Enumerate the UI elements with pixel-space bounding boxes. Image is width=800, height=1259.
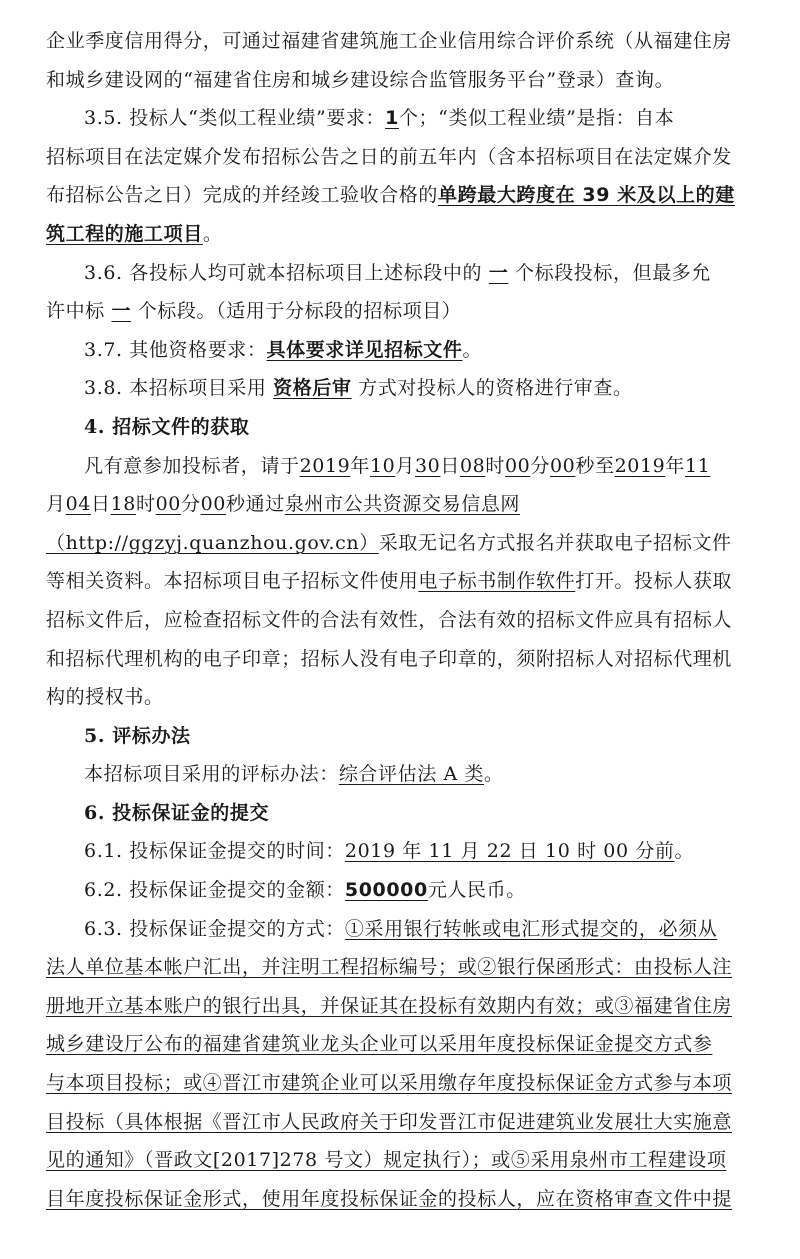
paragraph-line bbox=[46, 292, 754, 331]
unit-text: 年 bbox=[350, 454, 370, 477]
deposit-method-line: 目年度投标保证金形式，使用年度投标保证金的投标人，应在资格审查文件中提 bbox=[46, 1187, 733, 1210]
clause-3-7-line bbox=[46, 331, 754, 370]
start-month: 10 bbox=[369, 454, 396, 477]
paragraph-line bbox=[46, 447, 754, 486]
clause-6-2-label: 6.2. 投标保证金提交的金额： bbox=[84, 879, 345, 902]
section-heading-5: 5. 评标办法 bbox=[84, 724, 191, 747]
clause-6-1-label: 6.1. 投标保证金提交的时间： bbox=[84, 840, 345, 863]
deposit-method-line: 法人单位基本帐户汇出，并注明工程招标编号；或②银行保函形式：由投标人注 bbox=[46, 956, 733, 979]
clause-3-8-label: 3.8. 本招标项目采用 bbox=[84, 377, 267, 400]
deposit-method-text: ①采用银行转帐或电汇形式提交的，必须从 bbox=[344, 917, 718, 940]
clause-text: 打开。投标人获取 bbox=[575, 570, 733, 593]
span-requirement: 单跨最大跨度在 39 米及以上的建 bbox=[438, 184, 735, 207]
end-minute: 00 bbox=[155, 493, 181, 516]
end-hour: 18 bbox=[110, 493, 136, 516]
clause-text: 个标段。（适用于分标段的招标项目） bbox=[137, 300, 462, 323]
clause-6-3-line bbox=[46, 910, 754, 949]
deposit-method-line: 与本项目投标；或④晋江市建筑企业可以采用缴存年度投标保证金方式参与本项 bbox=[46, 1072, 733, 1095]
section-count: 一 bbox=[488, 261, 509, 284]
unit-text: 年 bbox=[665, 454, 685, 477]
similar-project-count: 1 bbox=[385, 107, 399, 130]
trading-website-link[interactable]: 泉州市公共资源交易信息网 bbox=[284, 493, 521, 516]
punctuation: 。 bbox=[202, 222, 223, 245]
website-url-link[interactable]: （http://ggzyj.quanzhou.gov.cn） bbox=[46, 531, 379, 554]
unit-text: 时 bbox=[485, 454, 505, 477]
paragraph-line: 构的授权书。 bbox=[46, 686, 164, 709]
paragraph-line: 和招标代理机构的电子印章；招标人没有电子印章的，须附招标人对招标代理机 bbox=[46, 647, 733, 670]
end-month: 11 bbox=[684, 454, 711, 477]
max-award-count: 一 bbox=[111, 300, 132, 323]
paragraph-line bbox=[46, 176, 754, 215]
clause-text: 等相关资料。本招标项目电子招标文件使用 bbox=[46, 570, 419, 593]
end-second: 00 bbox=[200, 493, 226, 516]
clause-3-5-line bbox=[46, 99, 754, 138]
bid-software-name: 电子标书制作软件 bbox=[418, 570, 576, 593]
unit-text: 秒通过 bbox=[226, 493, 285, 516]
unit-text: 秒至 bbox=[575, 454, 615, 477]
clause-text: 凡有意参加投标者，请于 bbox=[84, 454, 300, 477]
clause-3-6-line bbox=[46, 254, 754, 293]
clause-3-5-label: 3.5. 投标人“类似工程业绩”要求： bbox=[84, 107, 386, 130]
deposit-deadline: 2019 年 11 月 22 日 10 时 00 分前 bbox=[344, 840, 675, 863]
unit-text: 日 bbox=[91, 493, 111, 516]
clause-text: 本招标项目采用的评标办法： bbox=[84, 763, 339, 786]
start-day: 30 bbox=[414, 454, 441, 477]
unit-text: 分 bbox=[530, 454, 550, 477]
qualification-review-method: 资格后审 bbox=[273, 377, 352, 400]
paragraph-line: 招标项目在法定媒介发布招标公告之日的前五年内（含本招标项目在法定媒介发 bbox=[46, 145, 733, 168]
span-requirement-cont: 筑工程的施工项目 bbox=[46, 222, 203, 245]
clause-3-7-label: 3.7. 其他资格要求： bbox=[84, 338, 267, 361]
paragraph-line: 企业季度信用得分，可通过福建省建筑施工企业信用综合评价系统（从福建住房 bbox=[46, 30, 733, 52]
deposit-method-line: 目投标（具体根据《晋江市人民政府关于印发晋江市促进建筑业发展壮大实施意 bbox=[46, 1110, 733, 1133]
end-day: 04 bbox=[65, 493, 91, 516]
paragraph-line bbox=[46, 524, 754, 563]
deposit-method-line: 册地开立基本账户的银行出具，并保证其在投标有效期内有效；或③福建省住房 bbox=[46, 994, 733, 1017]
clause-text: 个标段投标，但最多允 bbox=[515, 261, 712, 284]
section-heading-4: 4. 招标文件的获取 bbox=[84, 415, 250, 438]
clause-text: 许中标 bbox=[46, 300, 105, 323]
unit-text: 分 bbox=[181, 493, 201, 516]
paragraph-line: 招标文件后，应检查招标文件的合法有效性，合法有效的招标文件应具有招标人 bbox=[46, 608, 733, 631]
evaluation-method: 综合评估法 A 类 bbox=[338, 763, 485, 786]
section-heading-6: 6. 投标保证金的提交 bbox=[84, 801, 270, 824]
deposit-method-line: 见的通知》（晋政文[2017]278 号文）规定执行）；或⑤采用泉州市工程建设项 bbox=[46, 1149, 727, 1172]
start-second: 00 bbox=[549, 454, 576, 477]
unit-text: 月 bbox=[46, 493, 66, 516]
paragraph-line bbox=[46, 215, 754, 254]
clause-6-2-line bbox=[46, 871, 754, 910]
clause-text: 布招标公告之日）完成的并经竣工验收合格的 bbox=[46, 184, 439, 207]
paragraph-line bbox=[46, 485, 754, 524]
punctuation: 。 bbox=[462, 338, 483, 361]
start-hour: 08 bbox=[459, 454, 486, 477]
unit-text: 月 bbox=[395, 454, 415, 477]
punctuation: 。 bbox=[674, 840, 695, 863]
unit-text: 时 bbox=[136, 493, 156, 516]
start-year: 2019 bbox=[299, 454, 351, 477]
unit-text: 日 bbox=[440, 454, 460, 477]
clause-3-8-line bbox=[46, 369, 754, 408]
clause-6-3-label: 6.3. 投标保证金提交的方式： bbox=[84, 917, 345, 940]
start-minute: 00 bbox=[504, 454, 531, 477]
clause-text: 采取无记名方式报名并获取电子招标文件 bbox=[378, 531, 732, 554]
paragraph-line: 和城乡建设网的“福建省住房和城乡建设综合监管服务平台”登录）查询。 bbox=[46, 68, 675, 91]
paragraph-line bbox=[46, 562, 754, 601]
end-year: 2019 bbox=[614, 454, 666, 477]
paragraph-line bbox=[46, 755, 754, 794]
deposit-method-line: 城乡建设厅公布的福建省建筑业龙头企业可以采用年度投标保证金提交方式参 bbox=[46, 1033, 713, 1056]
clause-text: 方式对投标人的资格进行审查。 bbox=[358, 377, 633, 400]
punctuation: 。 bbox=[484, 763, 504, 786]
clause-3-6-label: 3.6. 各投标人均可就本招标项目上述标段中的 bbox=[84, 261, 483, 284]
clause-text: 个；“类似工程业绩”是指：自本 bbox=[398, 107, 675, 130]
other-qualification: 具体要求详见招标文件 bbox=[266, 338, 463, 361]
clause-6-1-line bbox=[46, 832, 754, 871]
deposit-amount: 500000 bbox=[344, 879, 428, 902]
clause-text: 元人民币。 bbox=[427, 879, 526, 902]
